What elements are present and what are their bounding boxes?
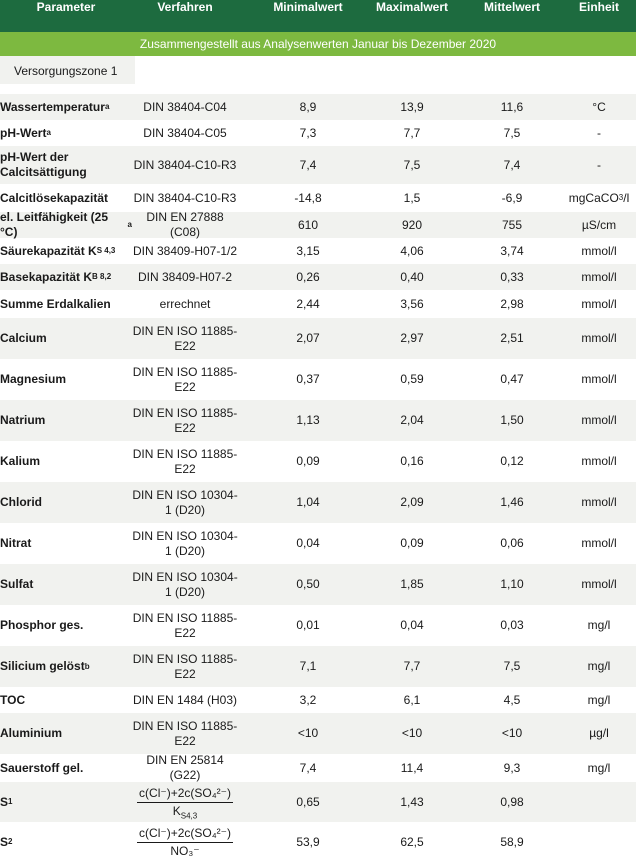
min-value: 0,65: [296, 794, 320, 809]
parameter-cell: Säurekapazität K S 4,3: [0, 243, 116, 258]
unit-text: mmol/l: [581, 577, 617, 591]
parameter-name: Basekapazität K: [0, 269, 93, 284]
unit-cell: [562, 238, 636, 264]
parameter-name: TOC: [0, 692, 26, 707]
min-value: 53,9: [296, 834, 320, 849]
parameter-cell: [0, 564, 132, 605]
parameter-name: Aluminium: [0, 726, 62, 740]
unit-cell: mgCaCO 3 /l: [568, 190, 630, 205]
min-value: 7,3: [299, 125, 317, 140]
unit-text: µS/cm: [581, 217, 617, 232]
min-value: 2,44: [296, 296, 320, 311]
unit-cell: [562, 264, 636, 290]
table-row: [0, 441, 636, 482]
mean-value: 0,12: [500, 454, 524, 468]
table-row: [0, 94, 636, 120]
unit-cell: [562, 687, 636, 713]
table-row: [0, 482, 636, 523]
table-row: [0, 754, 636, 782]
parameter-cell: el. Leitfähigkeit (25 °C) a: [0, 210, 132, 239]
parameter-name: Phosphor ges.: [0, 618, 84, 632]
ratio-fraction: [137, 786, 233, 819]
table-row: [0, 359, 636, 400]
method-cell: [132, 318, 238, 359]
column-header-minimalwert: Minimalwert: [273, 0, 343, 14]
method-text: DIN EN ISO 10304-1 (D20): [132, 487, 238, 517]
method-cell: [132, 400, 238, 441]
method-text: DIN EN ISO 11885-E22: [132, 651, 238, 681]
unit-text: mmol/l: [581, 413, 617, 427]
parameter-name: Calcitlösekapazität: [0, 190, 109, 205]
method-text: DIN EN ISO 11885-E22: [132, 405, 238, 435]
parameter-name: S: [0, 794, 9, 809]
method-text: DIN 38404-C10-R3: [133, 190, 237, 205]
mean-value: 0,47: [500, 372, 524, 386]
unit-text: mgCaCO: [568, 190, 619, 205]
column-header-maximalwert: Maximalwert: [375, 0, 449, 14]
method-cell: [132, 238, 238, 264]
max-value: 7,7: [403, 659, 421, 673]
mean-value: 11,6: [500, 99, 524, 114]
min-value: 0,26: [296, 269, 320, 284]
parameter-name: Säurekapazität K: [0, 243, 97, 258]
unit-text: mmol/l: [581, 536, 617, 550]
max-value: 2,04: [400, 413, 424, 427]
min-value: 7,4: [299, 760, 317, 775]
mean-value: 7,4: [503, 157, 521, 172]
parameter-cell: [0, 146, 132, 184]
min-value: 3,2: [299, 692, 317, 707]
mean-value: 2,98: [500, 296, 524, 311]
mean-value: 1,10: [500, 577, 524, 591]
parameter-cell: Basekapazität K B 8,2: [0, 269, 112, 284]
min-value: 0,50: [296, 577, 320, 591]
max-value: 7,7: [403, 125, 421, 140]
method-cell: [132, 146, 238, 184]
max-value: 4,06: [400, 243, 424, 258]
parameter-name: Sauerstoff gel.: [0, 760, 84, 775]
method-text: DIN 38409-H07-1/2: [132, 243, 238, 258]
min-value: 1,04: [296, 495, 320, 509]
table-body: [0, 94, 636, 862]
max-value: 2,09: [400, 495, 424, 509]
table-row: [0, 146, 636, 184]
mean-value: 0,98: [500, 794, 524, 809]
min-value: 0,09: [296, 454, 320, 468]
fraction-denominator-subscript: S4,3: [180, 810, 198, 820]
unit-cell: [562, 713, 636, 754]
parameter-cell: [0, 318, 132, 359]
method-cell: [132, 564, 238, 605]
method-cell: [132, 264, 238, 290]
mean-value: -6,9: [501, 190, 523, 205]
method-cell: [132, 212, 238, 238]
table-row: [0, 523, 636, 564]
min-value: 0,37: [296, 372, 320, 386]
column-header-mittelwert: Mittelwert: [483, 0, 540, 14]
unit-text: °C: [592, 99, 606, 114]
max-value: 0,40: [400, 269, 424, 284]
method-cell: [132, 441, 238, 482]
table-row: [0, 400, 636, 441]
table-row: [0, 318, 636, 359]
max-value: 3,56: [400, 296, 424, 311]
parameter-cell: [0, 184, 132, 212]
parameter-cell: [0, 482, 132, 523]
method-text: DIN EN ISO 10304-1 (D20): [132, 569, 238, 599]
parameter-cell: [0, 441, 132, 482]
parameter-cell: [0, 713, 132, 754]
method-text: DIN EN ISO 11885-E22: [132, 446, 238, 476]
parameter-cell: [0, 523, 132, 564]
mean-value: 0,06: [500, 536, 524, 550]
table-row: [0, 782, 636, 822]
unit-cell: [562, 646, 636, 687]
unit-cell: [562, 94, 636, 120]
unit-cell: [562, 290, 636, 318]
fraction-denominator: [170, 843, 199, 859]
min-value: 0,01: [296, 618, 320, 632]
max-value: 13,9: [400, 99, 424, 114]
parameter-cell: [0, 687, 132, 713]
table-row: [0, 264, 636, 290]
unit-suffix: /l: [623, 190, 630, 205]
method-text: DIN EN 1484 (H03): [132, 692, 238, 707]
unit-cell: [562, 146, 636, 184]
unit-text: mmol/l: [581, 243, 617, 258]
method-cell: [132, 754, 238, 782]
parameter-name: el. Leitfähigkeit (25 °C): [0, 210, 109, 239]
unit-cell: [562, 523, 636, 564]
table-row: [0, 605, 636, 646]
method-text: DIN EN ISO 11885-E22: [132, 323, 238, 353]
unit-text: mg/l: [587, 618, 611, 632]
parameter-name: Silicium gelöst: [0, 659, 85, 673]
max-value: 920: [401, 217, 423, 232]
max-value: 62,5: [400, 834, 424, 849]
mean-value: 0,03: [500, 618, 524, 632]
min-value: 2,07: [296, 331, 320, 345]
method-cell: [132, 290, 238, 318]
max-value: 0,09: [400, 536, 424, 550]
fraction-denominator-text: K: [172, 803, 181, 818]
unit-cell: [562, 782, 636, 822]
method-text: DIN EN ISO 11885-E22: [132, 610, 238, 640]
min-value: 1,13: [296, 413, 320, 427]
min-value: 8,9: [299, 99, 317, 114]
parameter-name: Wassertemperatur: [0, 99, 105, 114]
unit-cell: [562, 359, 636, 400]
mean-value: 3,74: [500, 243, 524, 258]
unit-cell: [562, 318, 636, 359]
mean-value: <10: [501, 726, 523, 740]
unit-cell: [562, 120, 636, 146]
unit-text: mmol/l: [581, 331, 617, 345]
method-cell: [132, 687, 238, 713]
min-value: 7,4: [299, 157, 317, 172]
parameter-cell: [0, 605, 132, 646]
parameter-name: Nitrat: [0, 536, 32, 550]
parameter-name: Sulfat: [0, 577, 34, 591]
unit-text: mg/l: [587, 659, 611, 673]
unit-text: -: [597, 125, 601, 140]
min-value: 3,15: [296, 243, 320, 258]
min-value: -14,8: [294, 190, 322, 205]
method-text: DIN 38404-C05: [143, 125, 227, 140]
unit-cell: [562, 564, 636, 605]
parameter-name: Calcium: [0, 331, 47, 345]
method-text: DIN 38409-H07-2: [137, 269, 233, 284]
max-value: 0,04: [400, 618, 424, 632]
parameter-cell: pH-Wert a: [0, 125, 51, 140]
mean-value: 1,46: [500, 495, 524, 509]
max-value: 7,5: [403, 157, 421, 172]
mean-value: 7,5: [503, 125, 521, 140]
unit-text: mmol/l: [581, 296, 617, 311]
unit-text: -: [597, 157, 601, 172]
max-value: 0,16: [400, 454, 424, 468]
unit-cell: [562, 605, 636, 646]
min-value: 7,1: [299, 659, 317, 673]
table-row: [0, 212, 636, 238]
unit-text: mg/l: [587, 692, 611, 707]
method-cell: [132, 359, 238, 400]
table-row: [0, 290, 636, 318]
method-cell: [132, 713, 238, 754]
unit-text: mg/l: [587, 760, 611, 775]
parameter-name: pH-Wert: [0, 125, 47, 140]
method-cell: [132, 94, 238, 120]
method-cell: [132, 184, 238, 212]
method-cell: [132, 605, 238, 646]
table-row: [0, 238, 636, 264]
max-value: 11,4: [400, 760, 424, 775]
max-value: 1,5: [403, 190, 421, 205]
table-row: [0, 713, 636, 754]
unit-text: mmol/l: [581, 269, 617, 284]
method-text: errechnet: [159, 296, 211, 311]
unit-text: mmol/l: [581, 495, 617, 509]
table-row: [0, 822, 636, 862]
max-value: 0,59: [400, 372, 424, 386]
mean-value: 9,3: [503, 760, 521, 775]
unit-cell: [562, 482, 636, 523]
method-text: DIN 38404-C10-R3: [133, 157, 237, 172]
parameter-cell: [0, 290, 132, 318]
zone-label: Versorgungszone 1: [0, 56, 135, 84]
parameter-cell: Wassertemperatur a: [0, 99, 110, 114]
parameter-cell: [0, 359, 132, 400]
parameter-name: pH-Wert der Calcitsättigung: [0, 150, 87, 179]
unit-text: µg/l: [589, 726, 609, 740]
parameter-name: Natrium: [0, 413, 46, 427]
method-cell: [132, 782, 238, 822]
mean-value: 2,51: [500, 331, 524, 345]
max-value: <10: [401, 726, 423, 740]
method-text: DIN EN 27888 (C08): [146, 210, 224, 239]
period-banner: Zusammengestellt aus Analysenwerten Januar bis Dezember 2020: [0, 32, 636, 56]
ratio-fraction: [137, 826, 233, 859]
parameter-name: Magnesium: [0, 372, 67, 386]
method-text: DIN 38404-C04: [143, 99, 227, 114]
column-header-einheit: Einheit: [578, 0, 619, 14]
unit-cell: [562, 822, 636, 862]
unit-cell: [562, 441, 636, 482]
table-row: [0, 120, 636, 146]
method-text: DIN EN 25814 (G22): [146, 753, 224, 782]
max-value: 2,97: [400, 331, 424, 345]
parameter-cell: Silicium gelöst b: [0, 659, 90, 673]
method-cell: [132, 523, 238, 564]
parameter-cell: [0, 754, 132, 782]
parameter-cell: S 2: [0, 834, 13, 849]
fraction-numerator: c(Cl⁻)+2c(SO₄²⁻): [137, 786, 233, 803]
table-row: [0, 564, 636, 605]
method-text: DIN EN ISO 11885-E22: [132, 718, 238, 748]
unit-cell: [562, 754, 636, 782]
mean-value: 1,50: [500, 413, 524, 427]
unit-cell: [562, 400, 636, 441]
fraction-numerator: c(Cl⁻)+2c(SO₄²⁻): [137, 826, 233, 843]
mean-value: 4,5: [503, 692, 521, 707]
table-row: [0, 184, 636, 212]
parameter-name: Summe Erdalkalien: [0, 296, 111, 311]
parameter-name: Kalium: [0, 454, 41, 468]
unit-cell: [562, 212, 636, 238]
mean-value: 58,9: [500, 834, 524, 849]
mean-value: 0,33: [500, 269, 524, 284]
mean-value: 7,5: [503, 659, 521, 673]
min-value: <10: [297, 726, 319, 740]
method-text: DIN EN ISO 11885-E22: [132, 364, 238, 394]
min-value: 610: [297, 217, 319, 232]
fraction-denominator-text: NO₃⁻: [170, 843, 200, 858]
parameter-name: Chlorid: [0, 495, 42, 509]
unit-text: mmol/l: [581, 454, 617, 468]
table-row: [0, 646, 636, 687]
fraction-denominator: [173, 803, 197, 819]
max-value: 1,43: [400, 794, 424, 809]
method-text: DIN EN ISO 10304-1 (D20): [132, 528, 238, 558]
method-cell: [132, 822, 238, 862]
parameter-cell: [0, 400, 132, 441]
parameter-name: S: [0, 834, 9, 849]
method-cell: [132, 482, 238, 523]
parameter-cell: S 1: [0, 794, 13, 809]
table-row: [0, 687, 636, 713]
method-cell: [132, 120, 238, 146]
column-header-verfahren: Verfahren: [157, 0, 213, 14]
table-header: [0, 0, 636, 32]
max-value: 6,1: [403, 692, 421, 707]
method-cell: [132, 646, 238, 687]
min-value: 0,04: [296, 536, 320, 550]
max-value: 1,85: [400, 577, 424, 591]
mean-value: 755: [501, 217, 523, 232]
column-header-parameter: Parameter: [36, 0, 96, 14]
unit-text: mmol/l: [581, 372, 617, 386]
